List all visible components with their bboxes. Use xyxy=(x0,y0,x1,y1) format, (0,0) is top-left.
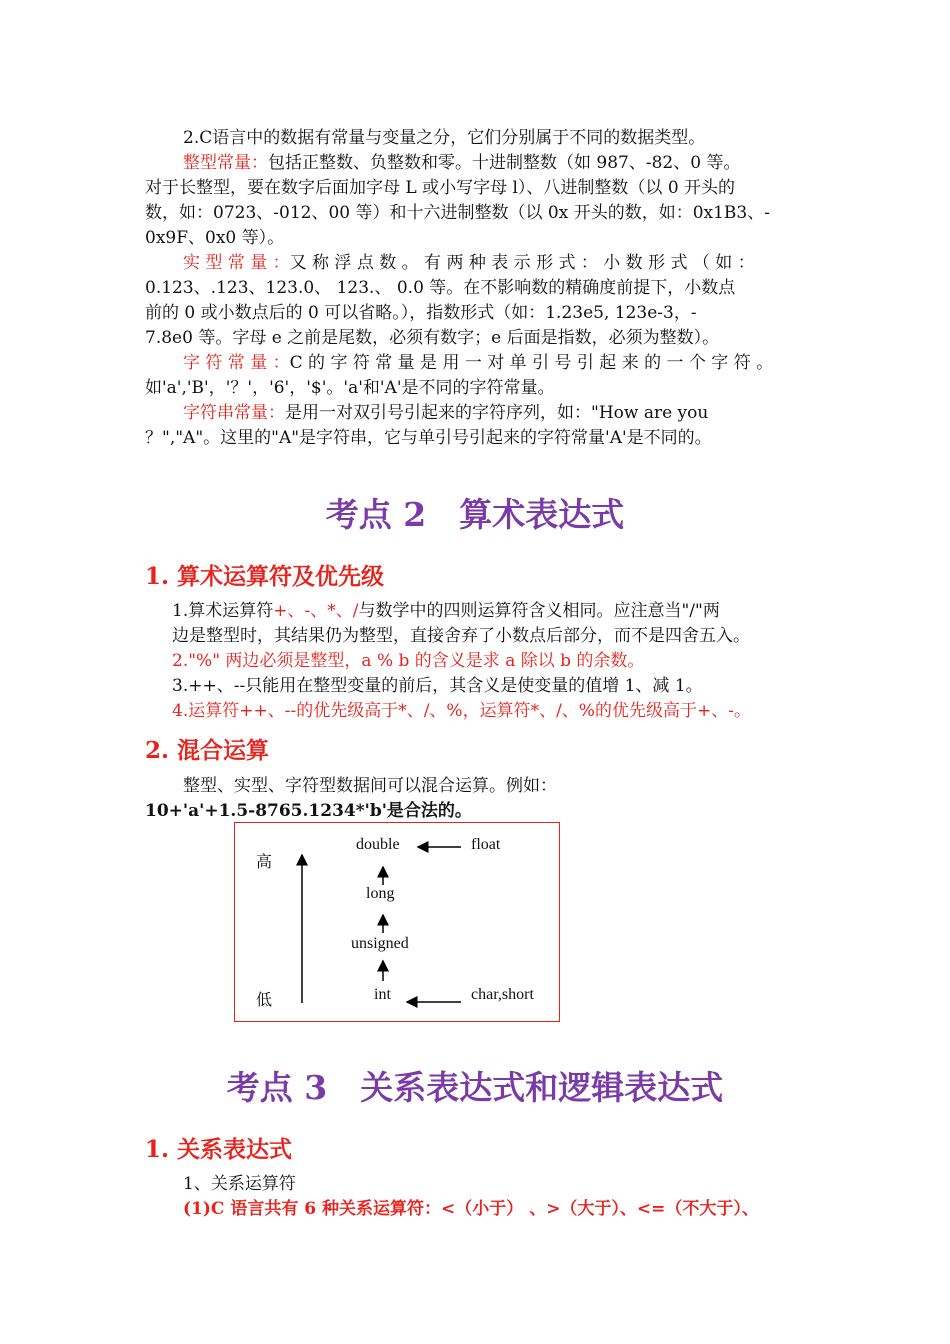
mixed-line1: 整型、实型、字符型数据间可以混合运算。例如： xyxy=(183,776,557,796)
string-constant-line1 xyxy=(183,402,708,424)
label-double: double xyxy=(356,836,400,853)
label-unsigned: unsigned xyxy=(351,935,409,952)
string-constant-text: 是用一对双引号引起来的字符序列，如："How are you xyxy=(285,403,709,423)
real-constant-line3: 前的 0 或小数点后的 0 可以省略。），指数形式（如：1.23e5, 123e-3，- xyxy=(145,303,697,323)
real-constant-line2: 0.123、.123、123.0、 123.、 0.0 等。在不影响数的精确度前提下，小数点 xyxy=(145,278,736,298)
label-float: float xyxy=(471,836,501,853)
subheading-mixed-operation: 2. 混合运算 xyxy=(145,737,270,764)
real-constant-line4: 7.8e0 等。字母 e 之前是尾数，必须有数字；e 后面是指数，必须为整数）。 xyxy=(145,328,720,348)
operator-symbols: +、-、*、/ xyxy=(273,601,359,621)
real-constant-text: 又 称 浮 点 数 。 有 两 种 表 示 形 式 ： 小 数 形 式 （ 如 ： xyxy=(289,253,755,273)
string-constant-line2: ？","A"。这里的"A"是字符串，它与单引号引起来的字符常量'A'是不同的。 xyxy=(145,428,712,448)
paragraph-data-types: 2.C语言中的数据有常量与变量之分，它们分别属于不同的数据类型。 xyxy=(183,128,706,148)
int-constant-line4: 0x9F、0x0 等）。 xyxy=(145,228,285,248)
relational-line2: (1)C 语言共有 6 种关系运算符：<（小于） 、>（大于）、<=（不大于）、 xyxy=(183,1199,759,1219)
char-constant-text: C 的 字 符 常 量 是 用 一 对 单 引 号 引 起 来 的 一 个 字 符 。 xyxy=(289,353,774,373)
operator-line2: 边是整型时，其结果仍为整型，直接舍弃了小数点后部分，而不是四舍五入。 xyxy=(172,626,750,646)
section-heading-arithmetic: 考点 2 算术表达式 xyxy=(325,495,625,534)
subheading-arithmetic-operators: 1. 算术运算符及优先级 xyxy=(145,563,385,590)
int-constant-line1 xyxy=(183,152,740,174)
label-high: 高 xyxy=(256,854,273,871)
int-constant-line2: 对于长整型，要在数字后面加字母 L 或小写字母 l）、八进制整数（以 0 开头的 xyxy=(145,178,736,198)
subheading-relational-expression: 1. 关系表达式 xyxy=(145,1136,293,1163)
string-constant-label: 字符串常量： xyxy=(183,403,285,423)
label-int: int xyxy=(374,986,391,1003)
label-long: long xyxy=(366,885,395,902)
operator-line1-a: 1.算术运算符 xyxy=(172,601,274,621)
char-constant-label: 字 符 常 量 ： xyxy=(183,353,290,373)
real-constant-line1 xyxy=(183,252,755,274)
int-constant-line3: 数，如：0723、-012、00 等）和十六进制整数（以 0x 开头的数，如：0x1B3、- xyxy=(145,203,770,223)
int-constant-label: 整型常量： xyxy=(183,153,268,173)
char-constant-line2: 如'a','B'，'？'，'6'，'$'。'a'和'A'是不同的字符常量。 xyxy=(145,378,555,398)
label-low: 低 xyxy=(256,992,273,1009)
operator-line5: 4.运算符++、--的优先级高于*、/、%，运算符*、/、%的优先级高于+、-。 xyxy=(172,701,751,721)
operator-line3: 2."%" 两边必须是整型，a % b 的含义是求 a 除以 b 的余数。 xyxy=(172,651,645,671)
real-constant-label: 实 型 常 量 ： xyxy=(183,253,290,273)
operator-line1 xyxy=(172,600,720,622)
int-constant-text: 包括正整数、负整数和零。十进制整数（如 987、-82、0 等。 xyxy=(268,153,741,173)
relational-line1: 1、关系运算符 xyxy=(183,1174,296,1194)
type-conversion-diagram xyxy=(234,822,560,1022)
label-char-short: char,short xyxy=(471,986,534,1003)
char-constant-line1 xyxy=(183,352,773,374)
mixed-line2: 10+'a'+1.5-8765.1234*'b'是合法的。 xyxy=(145,801,472,821)
operator-line1-c: 与数学中的四则运算符含义相同。应注意当"/"两 xyxy=(358,601,720,621)
operator-line4: 3.++、--只能用在整型变量的前后，其含义是使变量的值增 1、减 1。 xyxy=(172,676,703,696)
section-heading-relational-logical: 考点 3 关系表达式和逻辑表达式 xyxy=(226,1068,724,1107)
